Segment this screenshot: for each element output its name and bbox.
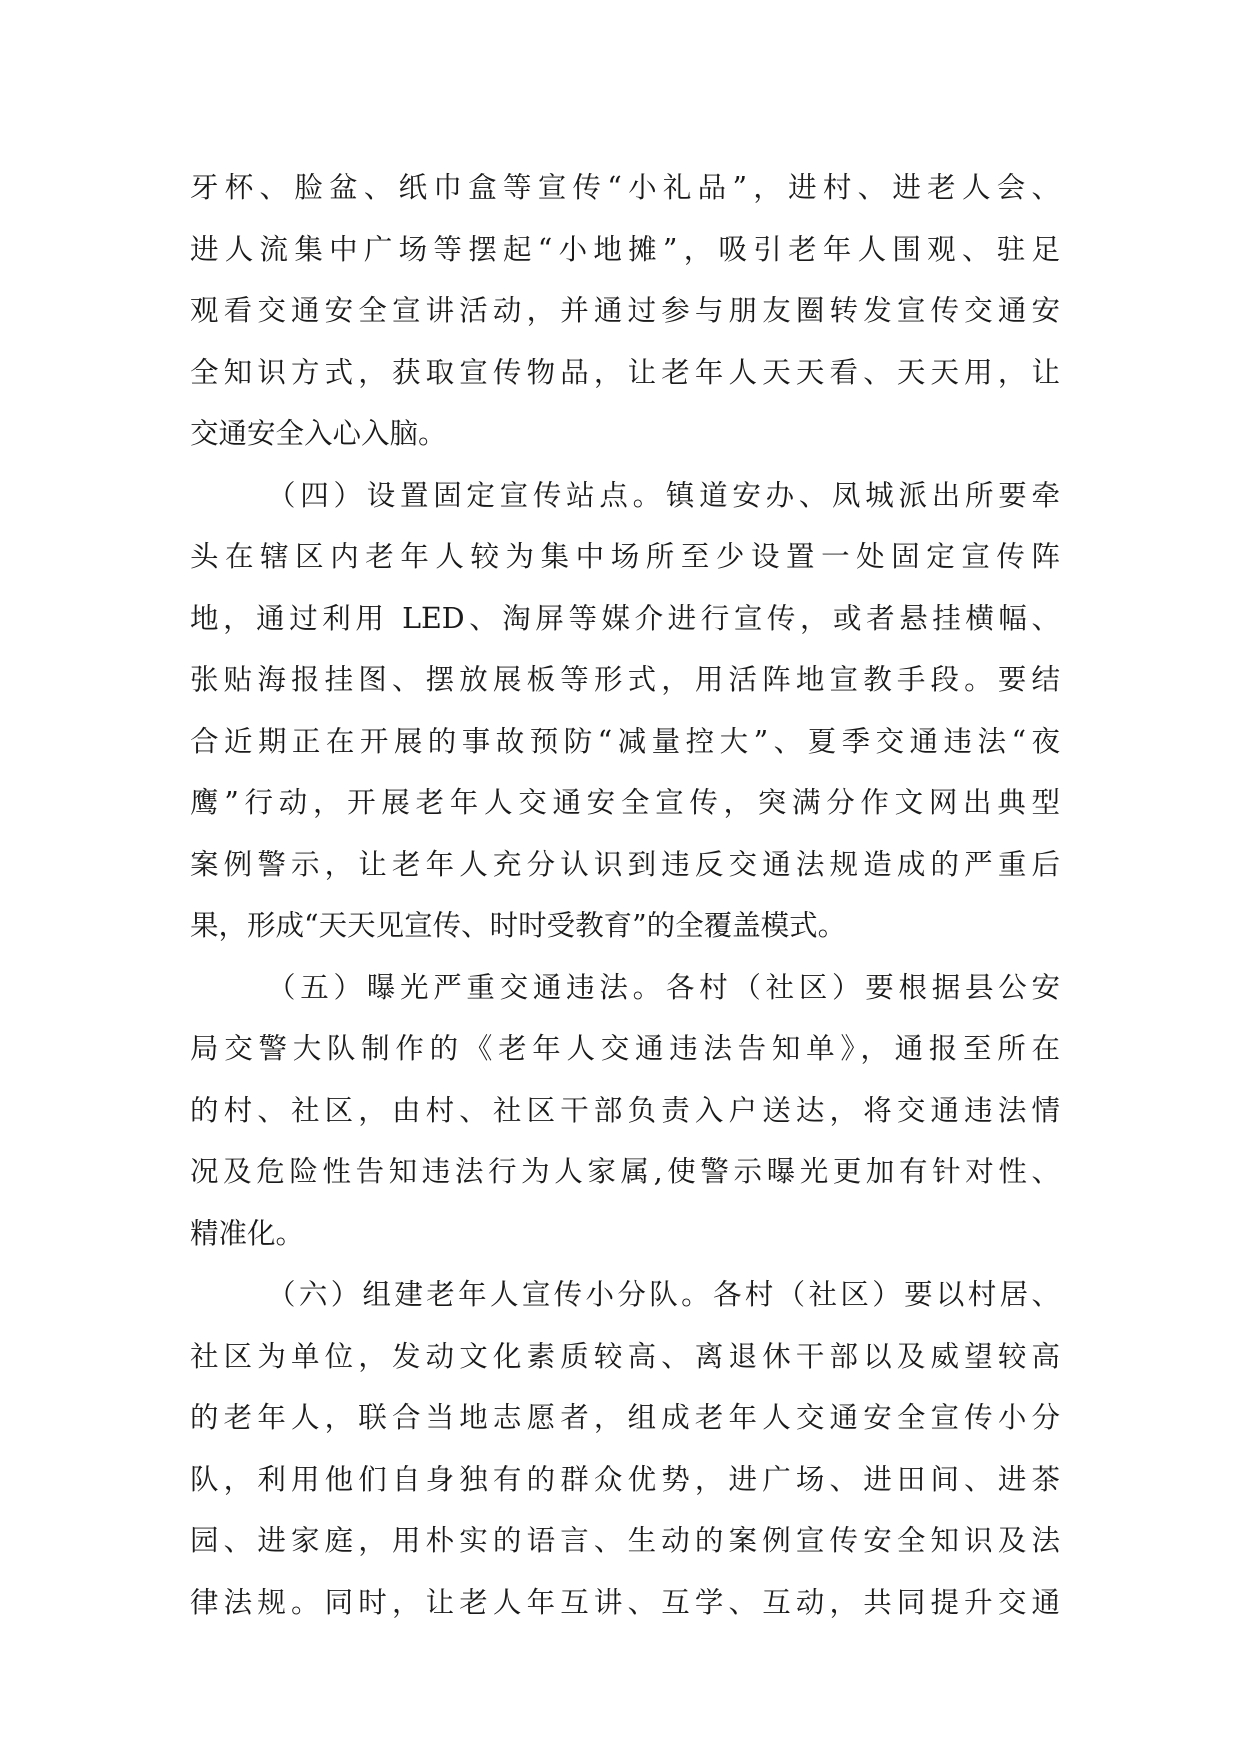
text-line: 局交警大队制作的《老年人交通违法告知单》，通报至所在 bbox=[190, 1032, 1060, 1065]
text-line: 律法规。同时，让老人年互讲、互学、互动，共同提升交通 bbox=[190, 1585, 1060, 1619]
text-line: 社区为单位，发动文化素质较高、离退休干部以及威望较高 bbox=[190, 1339, 1060, 1373]
text-line: 地，通过利用 LED、淘屏等媒介进行宣传，或者悬挂横幅、 bbox=[190, 601, 1060, 635]
text-line: 交通安全入心入脑。 bbox=[190, 417, 447, 450]
text-line: 鹰”行动，开展老年人交通安全宣传，突满分作文网出典型 bbox=[190, 786, 1060, 819]
paragraph-heading-line: （五）曝光严重交通违法。各村（社区）要根据县公安 bbox=[267, 970, 1060, 1004]
text-line: 精准化。 bbox=[190, 1216, 305, 1250]
text-line: 果，形成“天天见宣传、时时受教育”的全覆盖模式。 bbox=[190, 909, 847, 942]
text-line: 合近期正在开展的事故预防“减量控大”、夏季交通违法“夜 bbox=[190, 724, 1060, 758]
text-line: 案例警示，让老年人充分认识到违反交通法规造成的严重后 bbox=[190, 847, 1060, 881]
text-line: 的老年人，联合当地志愿者，组成老年人交通安全宣传小分 bbox=[190, 1401, 1060, 1434]
text-line: 园、进家庭，用朴实的语言、生动的案例宣传安全知识及法 bbox=[190, 1524, 1060, 1557]
text-line: 况及危险性告知违法行为人家属,使警示曝光更加有针对性、 bbox=[190, 1155, 1060, 1188]
paragraph-heading-line: （六）组建老年人宣传小分队。各村（社区）要以村居、 bbox=[267, 1278, 1060, 1311]
text-line: 全知识方式，获取宣传物品，让老年人天天看、天天用，让 bbox=[190, 355, 1060, 389]
text-line: 的村、社区，由村、社区干部负责入户送达，将交通违法情 bbox=[190, 1093, 1060, 1127]
text-line: 牙杯、脸盆、纸巾盒等宣传“小礼品”，进村、进老人会、 bbox=[190, 171, 1060, 204]
body-text bbox=[190, 157, 1060, 1633]
text-line: 观看交通安全宣讲活动，并通过参与朋友圈转发宣传交通安 bbox=[190, 294, 1060, 327]
paragraph-heading-line: （四）设置固定宣传站点。镇道安办、凤城派出所要牵 bbox=[267, 478, 1060, 512]
text-line: 张贴海报挂图、摆放展板等形式，用活阵地宣教手段。要结 bbox=[190, 663, 1060, 696]
text-line: 头在辖区内老年人较为集中场所至少设置一处固定宣传阵 bbox=[190, 540, 1060, 573]
text-line: 队，利用他们自身独有的群众优势，进广场、进田间、进茶 bbox=[190, 1462, 1060, 1496]
text-line: 进人流集中广场等摆起“小地摊”，吸引老年人围观、驻足 bbox=[190, 232, 1060, 266]
